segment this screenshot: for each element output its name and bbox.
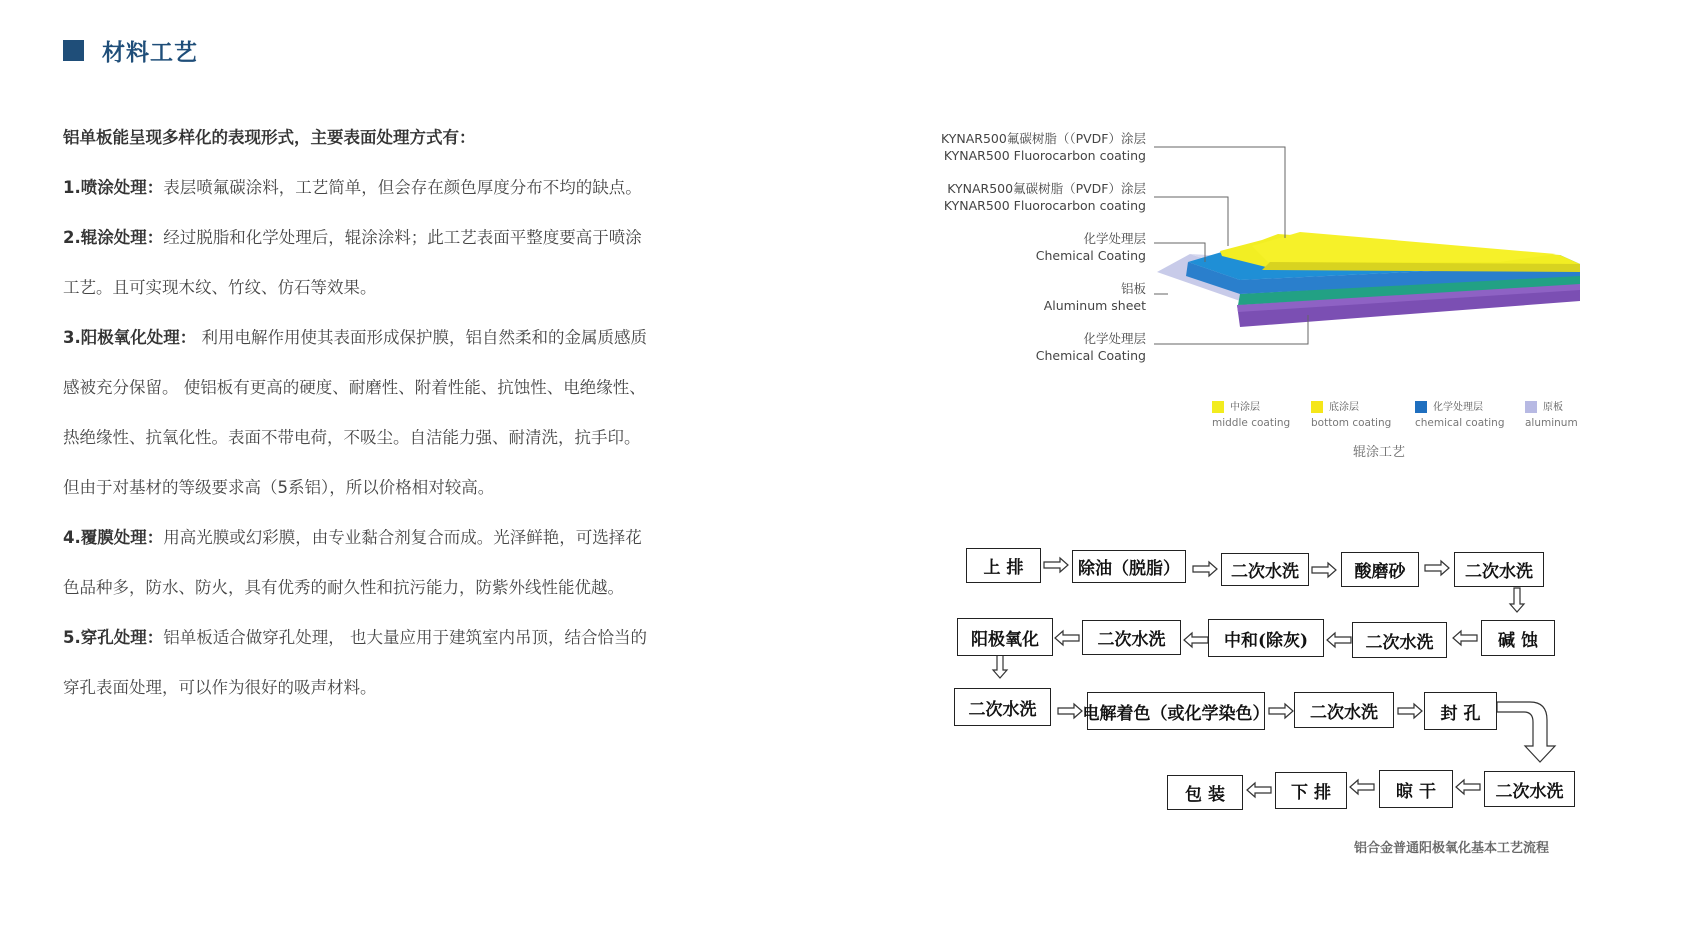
roll-coating-caption: 辊涂工艺 — [1353, 445, 1406, 460]
flow-step-18: 包 装 — [1167, 775, 1243, 810]
flow-step-10: 阳极氧化 — [957, 618, 1053, 656]
legend-cn: 原板 — [1543, 402, 1563, 413]
flow-arrow-left — [1327, 633, 1351, 647]
flow-arrow-right — [1425, 561, 1449, 575]
flowchart-caption: 铝合金普通阳极氧化基本工艺流程 — [1354, 841, 1550, 856]
layer-label-cn: 铝板 — [1120, 281, 1146, 296]
page-title: 材料工艺 — [102, 40, 198, 66]
layer-label-cn: 化学处理层 — [1083, 231, 1146, 246]
flow-arrow-left — [1453, 631, 1477, 645]
layer-label-en: Aluminum sheet — [1043, 298, 1146, 313]
item-3-cont: 但由于对基材的等级要求高（5系铝），所以价格相对较高。 — [63, 478, 495, 497]
flow-step-16: 晾 干 — [1379, 770, 1453, 808]
flow-step-7: 二次水洗 — [1352, 622, 1447, 658]
flow-arrow-right — [1058, 704, 1082, 718]
flow-step-11: 二次水洗 — [954, 688, 1051, 726]
layer-label-cn: KYNAR500氟碳树脂（PVDF）涂层 — [947, 181, 1146, 196]
flow-step-6: 碱 蚀 — [1481, 620, 1555, 656]
item-2-cont: 工艺。且可实现木纹、竹纹、仿石等效果。 — [63, 278, 377, 297]
flow-step-9: 二次水洗 — [1082, 620, 1181, 655]
flow-step-2: 除油（脱脂） — [1072, 550, 1186, 583]
item-3-cont: 感被充分保留。 使铝板有更高的硬度、耐磨性、附着性能、抗蚀性、电绝缘性、 — [63, 378, 646, 397]
flow-arrow-left — [1247, 783, 1271, 797]
legend-cn: 中涂层 — [1230, 402, 1260, 413]
flow-step-14: 封 孔 — [1424, 692, 1497, 730]
flow-arrow-left — [1184, 633, 1208, 647]
flow-arrow-down — [993, 654, 1007, 678]
flow-arrow-left — [1456, 780, 1480, 794]
legend-cn: 底涂层 — [1329, 402, 1359, 413]
legend-en: middle coating — [1212, 417, 1291, 429]
layer-label-en: KYNAR500 Fluorocarbon coating — [943, 148, 1146, 163]
flow-step-1: 上 排 — [966, 548, 1041, 583]
layer-label-en: Chemical Coating — [1035, 248, 1146, 263]
item-line: 经过脱脂和化学处理后，辊涂涂料；此工艺表面平整度要高于喷涂 — [163, 228, 642, 247]
legend-en: bottom coating — [1311, 417, 1392, 429]
item-label: 1.喷涂处理： — [63, 178, 164, 197]
item-line: 利用电解作用使其表面形成保护膜，铝自然柔和的金属质感质 — [196, 328, 647, 347]
item-line: 表层喷氟碳涂料，工艺简单，但会存在颜色厚度分布不均的缺点。 — [163, 178, 642, 197]
flow-arrow-right — [1193, 562, 1217, 576]
flow-arrow-left — [1350, 780, 1374, 794]
flow-step-8: 中和(除灰) — [1208, 619, 1324, 657]
flow-arrow-right — [1398, 704, 1422, 718]
flow-step-12: 电解着色（或化学染色） — [1087, 692, 1265, 730]
item-5-cont: 穿孔表面处理，可以作为很好的吸声材料。 — [63, 678, 377, 697]
item-line: 铝单板适合做穿孔处理， 也大量应用于建筑室内吊顶，结合恰当的 — [163, 628, 647, 647]
item-label: 4.覆膜处理： — [63, 528, 164, 547]
item-label: 2.辊涂处理： — [63, 228, 164, 247]
flow-arrow-curve — [1497, 702, 1555, 762]
flow-step-4: 酸磨砂 — [1341, 552, 1419, 587]
flow-step-3: 二次水洗 — [1221, 553, 1309, 586]
legend-en: chemical coating — [1415, 417, 1505, 429]
flow-arrow-right — [1044, 558, 1068, 572]
flow-arrow-down — [1510, 588, 1524, 612]
item-3-cont: 热绝缘性、抗氧化性。表面不带电荷，不吸尘。自洁能力强、耐清洗，抗手印。 — [63, 428, 641, 447]
flow-step-17: 下 排 — [1275, 772, 1347, 809]
item-label: 5.穿孔处理： — [63, 628, 164, 647]
layer-label-en: KYNAR500 Fluorocarbon coating — [943, 198, 1146, 213]
item-line: 用高光膜或幻彩膜，由专业黏合剂复合而成。光泽鲜艳，可选择花 — [163, 528, 642, 547]
legend-cn: 化学处理层 — [1433, 402, 1483, 413]
layer-label-cn: KYNAR500氟碳树脂（（PVDF）涂层 — [941, 131, 1146, 146]
item-label: 3.阳极氧化处理： — [63, 328, 197, 347]
flow-step-5: 二次水洗 — [1454, 552, 1544, 587]
flow-step-15: 二次水洗 — [1484, 771, 1575, 807]
flow-step-13: 二次水洗 — [1294, 692, 1394, 728]
legend-en: aluminum — [1525, 417, 1578, 429]
flow-arrow-right — [1312, 563, 1336, 577]
layer-label-en: Chemical Coating — [1035, 348, 1146, 363]
layer-label-cn: 化学处理层 — [1083, 331, 1146, 346]
intro-text: 铝单板能呈现多样化的表现形式，主要表面处理方式有： — [63, 128, 476, 147]
flow-arrow-right — [1269, 704, 1293, 718]
flow-arrow-left — [1055, 631, 1079, 645]
item-4-cont: 色品种多，防水、防火，具有优秀的耐久性和抗污能力，防紫外线性能优越。 — [63, 578, 624, 597]
